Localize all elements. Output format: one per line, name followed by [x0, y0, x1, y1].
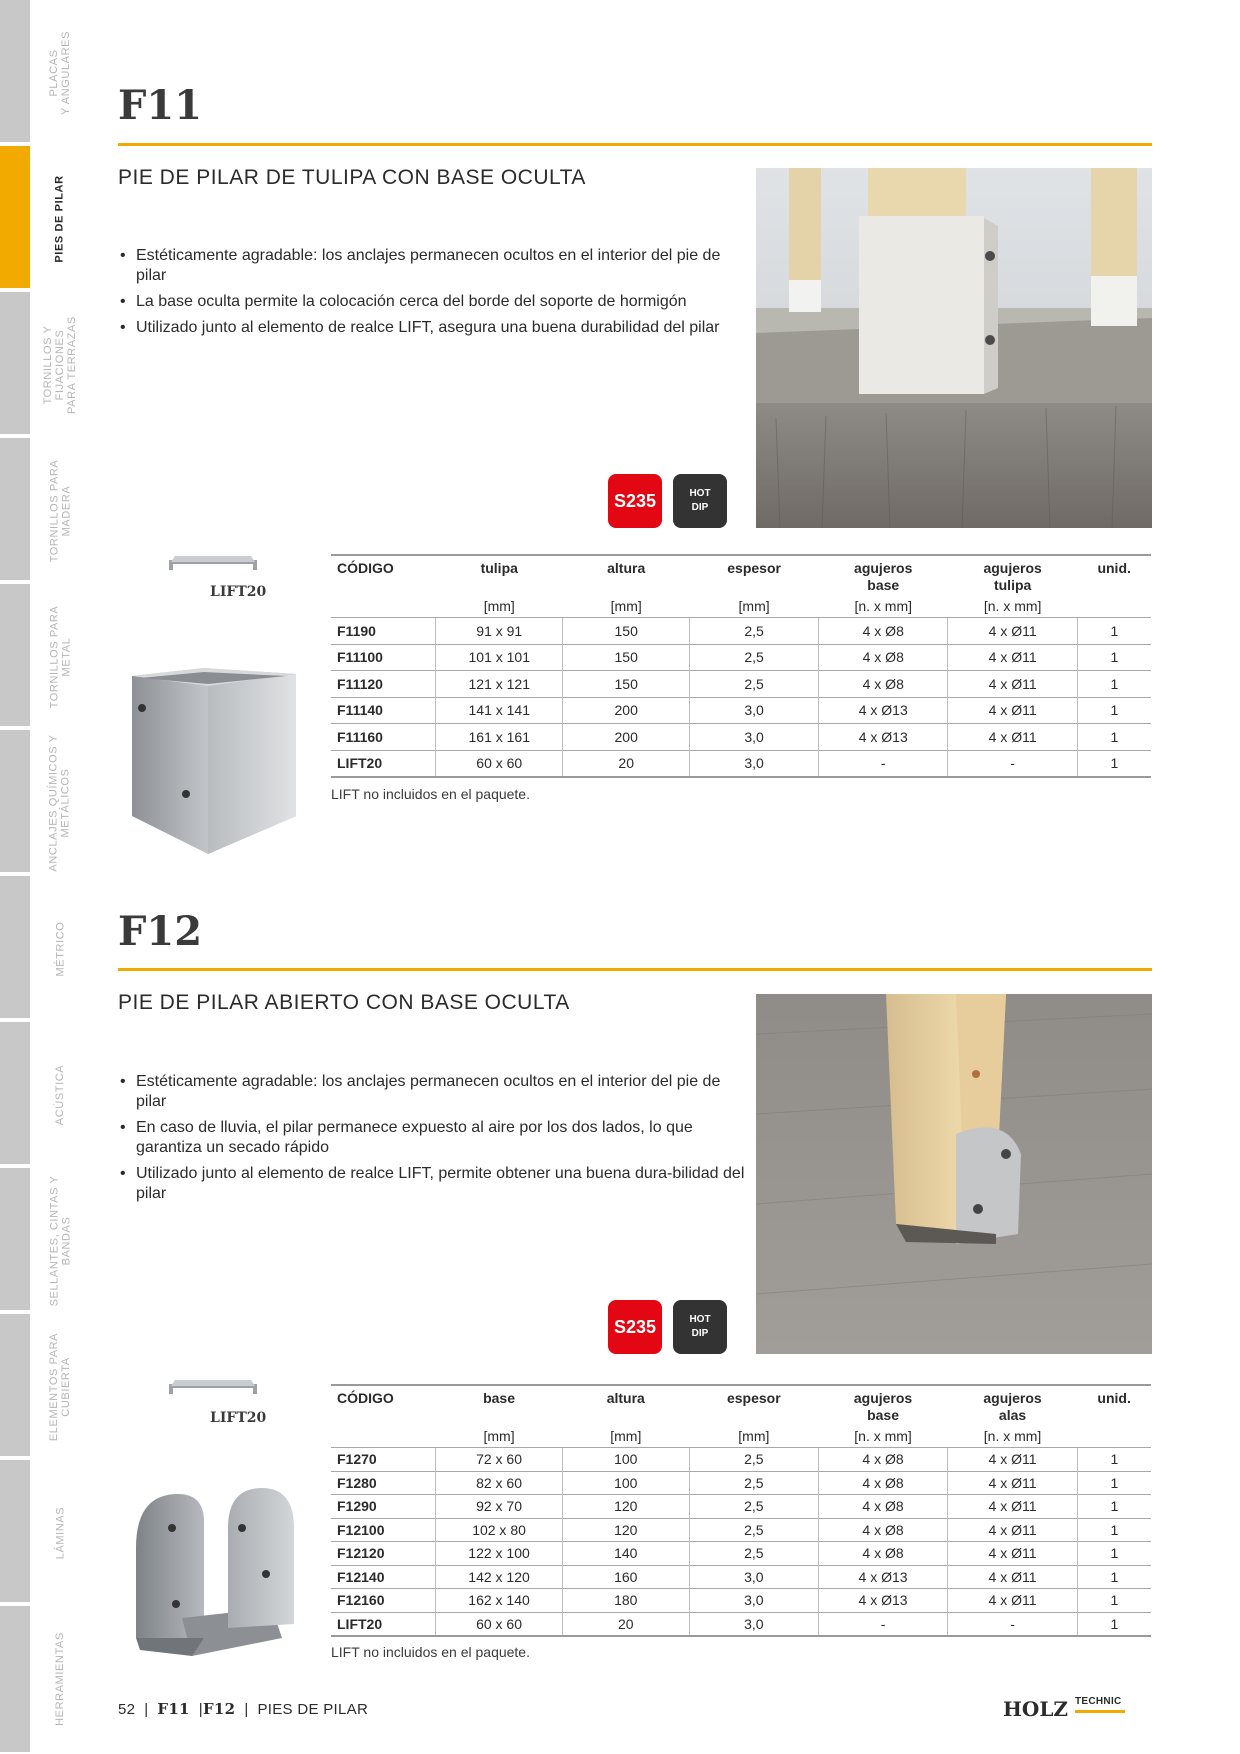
table-row	[331, 1518, 1151, 1542]
table-cell: 200	[563, 724, 690, 751]
sidebar-tab-pies-de-pilar[interactable]	[0, 146, 30, 290]
product-code-title: F11	[118, 82, 203, 129]
section-divider	[118, 143, 1152, 146]
column-header: agujeros base	[819, 555, 948, 594]
table-cell: -	[819, 750, 948, 777]
footer-separator: |	[144, 1701, 149, 1718]
table-cell: 1	[1077, 1612, 1151, 1636]
table-row	[331, 644, 1151, 671]
table-row	[331, 1495, 1151, 1519]
product-code-cell: F1270	[331, 1448, 436, 1472]
feature-list	[118, 1072, 746, 1210]
hot-dip-badge: HOT DIP	[673, 474, 727, 528]
table-cell: 1	[1077, 1518, 1151, 1542]
table-cell: 1	[1077, 724, 1151, 751]
brand-name: HOLZ	[1003, 1697, 1068, 1721]
table-cell: 4 x Ø13	[819, 724, 948, 751]
product-code-cell: F11160	[331, 724, 436, 751]
unit-cell: [n. x mm]	[983, 1428, 1042, 1444]
sidebar-label[interactable]: TORNILLOS PARA MADERA	[48, 459, 72, 563]
sidebar-tab-sellantes[interactable]	[0, 1168, 30, 1312]
spec-table-body	[331, 618, 1151, 778]
table-cell: 3,0	[689, 1612, 818, 1636]
table-row	[331, 1565, 1151, 1589]
table-cell: 160	[562, 1565, 689, 1589]
unit-cell: [mm]	[610, 1428, 642, 1444]
table-cell: 4 x Ø11	[948, 671, 1077, 698]
brand-accent-bar	[1075, 1710, 1125, 1713]
table-cell: 1	[1077, 1542, 1151, 1566]
footer-code: F11	[157, 1700, 190, 1718]
sidebar-tab-tornillos-metal[interactable]	[0, 584, 30, 728]
product-code-cell: F11120	[331, 671, 436, 698]
feature-item: • Utilizado junto al elemento de realce LIFT, asegura una buena durabilidad del pilar	[136, 318, 746, 338]
feature-list	[118, 246, 746, 344]
column-header: CÓDIGO	[331, 1385, 436, 1424]
sidebar-tab-acustica[interactable]	[0, 1022, 30, 1166]
sidebar-tab-tornillos-terrazas[interactable]	[0, 292, 30, 436]
page-number: 52	[118, 1701, 136, 1718]
column-header: base	[436, 1385, 562, 1424]
sidebar-label[interactable]: LÁMINAS	[54, 1506, 66, 1560]
table-cell: 20	[563, 750, 690, 777]
unit-cell: [mm]	[610, 598, 642, 614]
feature-item: • La base oculta permite la colocación cerca del borde del soporte de hormigón	[136, 292, 746, 312]
product-code-title: F12	[118, 908, 203, 955]
table-cell: -	[818, 1612, 948, 1636]
table-header-row	[331, 555, 1151, 594]
feature-item: • Estéticamente agradable: los anclajes permanecen ocultos en el interior del pie de pilar	[136, 1072, 746, 1112]
product-code-cell: F12160	[331, 1589, 436, 1613]
table-cell: 2,5	[689, 1542, 818, 1566]
table-cell: 2,5	[689, 1518, 818, 1542]
unit-cell: [n. x mm]	[854, 598, 913, 614]
table-cell: 4 x Ø13	[819, 697, 948, 724]
table-cell: 3,0	[689, 1589, 818, 1613]
table-row	[331, 724, 1151, 751]
table-cell: -	[948, 1612, 1078, 1636]
table-row	[331, 618, 1151, 645]
table-cell: 4 x Ø11	[948, 1448, 1078, 1472]
lift-product-image	[165, 552, 261, 588]
table-cell: 60 x 60	[436, 1612, 562, 1636]
photo-illustration	[756, 994, 1152, 1354]
unit-cell: [n. x mm]	[983, 598, 1042, 614]
feature-item: • Estéticamente agradable: los anclajes permanecen ocultos en el interior del pie de pilar	[136, 246, 746, 286]
unit-cell: [mm]	[483, 1428, 515, 1444]
column-header: unid.	[1077, 1385, 1151, 1424]
unit-cell: [mm]	[738, 598, 770, 614]
sidebar-label[interactable]: TORNILLOS Y FIJACIONES PARA TERRAZAS	[42, 316, 78, 414]
table-cell: 120	[562, 1518, 689, 1542]
table-cell: 2,5	[690, 644, 819, 671]
product-code-cell: LIFT20	[331, 750, 436, 777]
table-cell: 4 x Ø11	[948, 1471, 1078, 1495]
table-cell: 92 x 70	[436, 1495, 562, 1519]
column-header: altura	[563, 555, 690, 594]
table-cell: 2,5	[689, 1495, 818, 1519]
table-row	[331, 1612, 1151, 1636]
table-cell: 4 x Ø11	[948, 644, 1077, 671]
table-cell: 2,5	[689, 1471, 818, 1495]
table-cell: 102 x 80	[436, 1518, 562, 1542]
table-cell: 4 x Ø8	[819, 671, 948, 698]
table-cell: 200	[563, 697, 690, 724]
table-cell: -	[948, 750, 1077, 777]
table-cell: 1	[1077, 1589, 1151, 1613]
table-cell: 1	[1077, 1565, 1151, 1589]
table-cell: 60 x 60	[436, 750, 563, 777]
table-cell: 4 x Ø11	[948, 697, 1077, 724]
brand-logo	[1003, 1695, 1143, 1725]
sidebar-tab-anclajes[interactable]	[0, 730, 30, 874]
table-cell: 4 x Ø11	[948, 724, 1077, 751]
table-cell: 141 x 141	[436, 697, 563, 724]
unit-cell	[1077, 594, 1151, 618]
table-row	[331, 1542, 1151, 1566]
unit-cell	[1077, 1424, 1151, 1448]
table-cell: 82 x 60	[436, 1471, 562, 1495]
table-cell: 100	[562, 1471, 689, 1495]
table-row	[331, 1471, 1151, 1495]
lift-label: LIFT20	[210, 1410, 267, 1426]
sidebar-tab-herramientas[interactable]	[0, 1606, 30, 1754]
table-units-row	[331, 1424, 1151, 1448]
footer-section: PIES DE PILAR	[257, 1701, 369, 1718]
table-cell: 91 x 91	[436, 618, 563, 645]
sidebar-tab-metrico[interactable]	[0, 876, 30, 1020]
table-cell: 162 x 140	[436, 1589, 562, 1613]
table-row	[331, 750, 1151, 777]
table-cell: 1	[1077, 750, 1151, 777]
product-code-cell: F11100	[331, 644, 436, 671]
product-code-cell: F1280	[331, 1471, 436, 1495]
feature-item: • Utilizado junto al elemento de realce LIFT, permite obtener una buena dura-bilidad del pilar	[136, 1164, 746, 1204]
table-cell: 3,0	[690, 697, 819, 724]
table-cell: 4 x Ø8	[818, 1448, 948, 1472]
table-cell: 72 x 60	[436, 1448, 562, 1472]
table-cell: 161 x 161	[436, 724, 563, 751]
table-cell: 150	[563, 644, 690, 671]
table-cell: 1	[1077, 1495, 1151, 1519]
lift-product-image	[165, 1376, 261, 1412]
table-cell: 180	[562, 1589, 689, 1613]
product-code-cell: F12100	[331, 1518, 436, 1542]
sidebar-label[interactable]: HERRAMIENTAS	[54, 1632, 67, 1726]
sidebar-tab-laminas[interactable]	[0, 1460, 30, 1604]
product-code-cell: F1290	[331, 1495, 436, 1519]
column-header: CÓDIGO	[331, 555, 436, 594]
table-cell: 100	[562, 1448, 689, 1472]
page-footer	[118, 1700, 368, 1718]
table-cell: 3,0	[690, 750, 819, 777]
table-cell: 4 x Ø11	[948, 1542, 1078, 1566]
table-cell: 4 x Ø11	[948, 1495, 1078, 1519]
unit-cell	[331, 594, 436, 618]
sidebar-tab-tornillos-madera[interactable]	[0, 438, 30, 582]
unit-cell: [n. x mm]	[854, 1428, 912, 1444]
column-header: agujeros tulipa	[948, 555, 1077, 594]
column-header: espesor	[689, 1385, 818, 1424]
table-cell: 4 x Ø11	[948, 1518, 1078, 1542]
table-header-row	[331, 1385, 1151, 1424]
column-header: espesor	[690, 555, 819, 594]
feature-item: • En caso de lluvia, el pilar permanece expuesto al aire por los dos lados, lo que garantiza un secado rápido	[136, 1118, 746, 1158]
table-cell: 120	[562, 1495, 689, 1519]
lift-label: LIFT20	[210, 584, 267, 600]
photo-illustration	[756, 168, 1152, 528]
table-row	[331, 697, 1151, 724]
table-cell: 3,0	[689, 1565, 818, 1589]
table-cell: 2,5	[690, 671, 819, 698]
unit-cell: [mm]	[738, 1428, 770, 1444]
table-cell: 3,0	[690, 724, 819, 751]
product-code-cell: LIFT20	[331, 1612, 436, 1636]
table-cell: 4 x Ø13	[818, 1565, 948, 1589]
table-cell: 1	[1077, 1448, 1151, 1472]
table-cell: 4 x Ø11	[948, 1565, 1078, 1589]
sidebar-tab-placas[interactable]	[0, 0, 30, 144]
footer-separator: |	[244, 1701, 249, 1718]
product-title: PIE DE PILAR ABIERTO CON BASE OCULTA	[118, 991, 570, 1014]
table-row	[331, 1589, 1151, 1613]
table-cell: 150	[563, 671, 690, 698]
product-photo-open	[756, 994, 1152, 1354]
tulip-post-base-image	[128, 666, 300, 856]
sidebar-label[interactable]: TORNILLOS PARA METAL	[48, 605, 72, 709]
sidebar-labels	[30, 0, 90, 1754]
sidebar-label[interactable]: PIES DE PILAR	[54, 175, 67, 263]
table-cell: 142 x 120	[436, 1565, 562, 1589]
table-cell: 1	[1077, 697, 1151, 724]
hot-dip-badge: HOT DIP	[673, 1300, 727, 1354]
sidebar	[0, 0, 30, 1754]
product-code-cell: F12140	[331, 1565, 436, 1589]
sidebar-label[interactable]: PLACAS Y ANGULARES	[48, 30, 73, 116]
table-cell: 4 x Ø8	[819, 644, 948, 671]
product-code-cell: F1190	[331, 618, 436, 645]
spec-table-f12	[331, 1384, 1151, 1637]
table-cell: 150	[563, 618, 690, 645]
table-cell: 4 x Ø8	[818, 1518, 948, 1542]
table-row	[331, 671, 1151, 698]
product-code-cell: F12120	[331, 1542, 436, 1566]
sidebar-label[interactable]: MÉTRICO	[53, 921, 66, 977]
table-cell: 1	[1077, 671, 1151, 698]
column-header: altura	[562, 1385, 689, 1424]
table-cell: 20	[562, 1612, 689, 1636]
product-photo-tulip	[756, 168, 1152, 528]
brand-subname: TECHNIC	[1075, 1696, 1122, 1707]
table-units-row	[331, 594, 1151, 618]
table-cell: 101 x 101	[436, 644, 563, 671]
unit-cell: [mm]	[483, 598, 515, 614]
table-note: LIFT no incluidos en el paquete.	[331, 786, 530, 802]
table-cell: 2,5	[690, 618, 819, 645]
sidebar-label[interactable]: ELEMENTOS PARA CUBIERTA	[48, 1332, 72, 1442]
steel-grade-badge: S235	[608, 1300, 662, 1354]
table-row	[331, 1448, 1151, 1472]
table-cell: 4 x Ø8	[818, 1471, 948, 1495]
product-code-cell: F11140	[331, 697, 436, 724]
column-header: unid.	[1077, 555, 1151, 594]
table-cell: 4 x Ø13	[818, 1589, 948, 1613]
footer-code: F12	[202, 1700, 236, 1718]
spec-table-f11	[331, 554, 1151, 778]
table-cell: 1	[1077, 1471, 1151, 1495]
unit-cell	[331, 1424, 436, 1448]
table-cell: 1	[1077, 644, 1151, 671]
table-cell: 140	[562, 1542, 689, 1566]
table-cell: 121 x 121	[436, 671, 563, 698]
table-cell: 4 x Ø8	[819, 618, 948, 645]
table-cell: 122 x 100	[436, 1542, 562, 1566]
table-cell: 2,5	[689, 1448, 818, 1472]
column-header: tulipa	[436, 555, 563, 594]
sidebar-label[interactable]: ANCLAJES QUÍMICOS Y METÁLICOS	[48, 734, 72, 872]
steel-grade-badge: S235	[608, 474, 662, 528]
sidebar-tab-cubierta[interactable]	[0, 1314, 30, 1458]
sidebar-label[interactable]: SELLANTES, CINTAS Y BANDAS	[48, 1175, 72, 1307]
table-cell: 4 x Ø8	[818, 1542, 948, 1566]
table-cell: 4 x Ø11	[948, 1589, 1078, 1613]
spec-table-body	[331, 1448, 1151, 1637]
sidebar-label[interactable]: ACÚSTICA	[54, 1064, 67, 1126]
open-post-base-image	[132, 1488, 298, 1664]
table-note: LIFT no incluidos en el paquete.	[331, 1644, 530, 1660]
column-header: agujeros base	[818, 1385, 948, 1424]
table-cell: 4 x Ø8	[818, 1495, 948, 1519]
product-title: PIE DE PILAR DE TULIPA CON BASE OCULTA	[118, 166, 586, 189]
column-header: agujeros alas	[948, 1385, 1078, 1424]
section-divider	[118, 968, 1152, 971]
footer-separator: |	[198, 1701, 203, 1718]
table-cell: 1	[1077, 618, 1151, 645]
table-cell: 4 x Ø11	[948, 618, 1077, 645]
